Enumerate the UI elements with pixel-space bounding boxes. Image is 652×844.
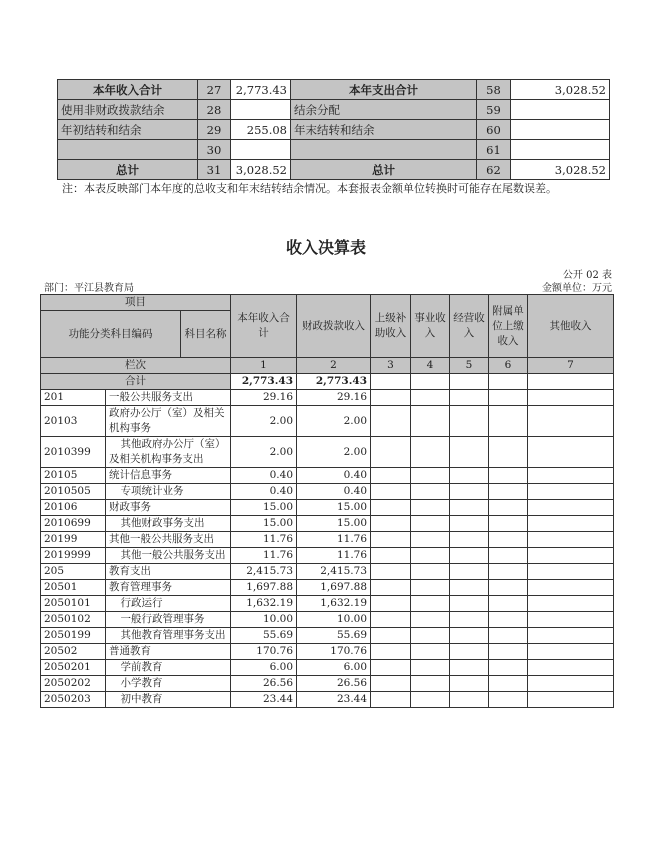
subject-code: 2050203 [41,692,106,708]
empty-cell [489,580,528,596]
subject-code: 20501 [41,580,106,596]
table-row [41,468,614,484]
summary-row [58,100,610,120]
empty-cell [411,692,450,708]
left-value [231,100,291,120]
empty-cell [450,564,489,580]
empty-cell [489,548,528,564]
total-value [528,374,614,390]
subject-name: 初中教育 [106,692,231,708]
subject-code: 20103 [41,406,106,437]
empty-cell [450,484,489,500]
empty-cell [371,406,411,437]
empty-cell [489,692,528,708]
empty-cell [450,516,489,532]
subject-code: 20106 [41,500,106,516]
table-row [41,660,614,676]
current-year-income: 2,415.73 [231,564,297,580]
left-line-number: 28 [198,100,231,120]
subject-name: 政府办公厅（室）及相关机构事务 [106,406,231,437]
table-row [41,406,614,437]
empty-cell [450,406,489,437]
empty-cell [411,500,450,516]
subject-code: 2050102 [41,612,106,628]
subject-name: 学前教育 [106,660,231,676]
empty-cell [371,516,411,532]
subject-code: 2010505 [41,484,106,500]
current-year-income: 15.00 [231,516,297,532]
total-value [450,374,489,390]
fiscal-allocation-income: 2.00 [297,437,371,468]
left-label: 年初结转和结余 [58,120,198,140]
header-c7: 其他收入 [528,295,614,358]
current-year-income: 11.76 [231,548,297,564]
right-line-number: 58 [477,80,511,100]
empty-cell [411,516,450,532]
right-line-number: 59 [477,100,511,120]
empty-cell [450,437,489,468]
empty-cell [528,516,614,532]
left-label: 总计 [58,160,198,180]
subject-name: 其他政府办公厅（室）及相关机构事务支出 [106,437,231,468]
fiscal-allocation-income: 55.69 [297,628,371,644]
empty-cell [371,692,411,708]
left-line-number: 31 [198,160,231,180]
header-code: 功能分类科目编码 [41,311,181,358]
left-label: 使用非财政拨款结余 [58,100,198,120]
empty-cell [450,548,489,564]
left-label: 本年收入合计 [58,80,198,100]
fiscal-allocation-income: 29.16 [297,390,371,406]
left-value: 3,028.52 [231,160,291,180]
empty-cell [528,644,614,660]
empty-cell [411,532,450,548]
subject-name: 教育管理事务 [106,580,231,596]
fiscal-allocation-income: 0.40 [297,484,371,500]
empty-cell [489,596,528,612]
table-row [41,500,614,516]
column-number: 2 [297,358,371,374]
empty-cell [450,612,489,628]
empty-cell [450,468,489,484]
empty-cell [411,390,450,406]
empty-cell [371,468,411,484]
empty-cell [411,484,450,500]
right-value: 3,028.52 [511,80,610,100]
right-value [511,100,610,120]
empty-cell [489,468,528,484]
empty-cell [411,548,450,564]
right-value: 3,028.52 [511,160,610,180]
empty-cell [371,564,411,580]
empty-cell [489,406,528,437]
empty-cell [411,644,450,660]
empty-cell [528,676,614,692]
subject-name: 一般行政管理事务 [106,612,231,628]
current-year-income: 6.00 [231,660,297,676]
empty-cell [528,564,614,580]
fiscal-allocation-income: 6.00 [297,660,371,676]
empty-cell [411,437,450,468]
table-row [41,644,614,660]
current-year-income: 26.56 [231,676,297,692]
fiscal-allocation-income: 2,415.73 [297,564,371,580]
current-year-income: 2.00 [231,437,297,468]
empty-cell [489,612,528,628]
subject-name: 小学教育 [106,676,231,692]
right-label: 结余分配 [291,100,477,120]
empty-cell [489,390,528,406]
column-number: 6 [489,358,528,374]
summary-row [58,160,610,180]
right-label: 总计 [291,160,477,180]
total-label: 合计 [41,374,231,390]
income-table [40,294,614,708]
column-number: 5 [450,358,489,374]
current-year-income: 1,632.19 [231,596,297,612]
current-year-income: 55.69 [231,628,297,644]
empty-cell [528,437,614,468]
unit-label: 金额单位：万元 [542,283,612,294]
fiscal-allocation-income: 1,697.88 [297,580,371,596]
table-row [41,612,614,628]
fiscal-allocation-income: 15.00 [297,516,371,532]
empty-cell [371,484,411,500]
fiscal-allocation-income: 0.40 [297,468,371,484]
empty-cell [489,437,528,468]
page-title: 收入决算表 [285,238,366,257]
table-row [41,564,614,580]
subject-name: 其他教育管理事务支出 [106,628,231,644]
total-value: 2,773.43 [297,374,371,390]
table-row [41,516,614,532]
subject-code: 2010699 [41,516,106,532]
empty-cell [528,548,614,564]
subject-name: 专项统计业务 [106,484,231,500]
summary-row [58,140,610,160]
empty-cell [489,500,528,516]
right-value [511,140,610,160]
subject-code: 20105 [41,468,106,484]
total-value [489,374,528,390]
subject-code: 2010399 [41,437,106,468]
empty-cell [528,484,614,500]
left-value: 2,773.43 [231,80,291,100]
empty-cell [528,468,614,484]
empty-cell [450,676,489,692]
empty-cell [489,644,528,660]
empty-cell [450,596,489,612]
left-line-number: 27 [198,80,231,100]
column-number: 7 [528,358,614,374]
current-year-income: 29.16 [231,390,297,406]
right-label [291,140,477,160]
table-row [41,596,614,612]
empty-cell [411,628,450,644]
column-number-label: 栏次 [41,358,231,374]
empty-cell [371,532,411,548]
current-year-income: 10.00 [231,612,297,628]
fiscal-allocation-income: 11.76 [297,548,371,564]
right-line-number: 60 [477,120,511,140]
empty-cell [450,500,489,516]
column-number: 4 [411,358,450,374]
empty-cell [411,676,450,692]
total-value: 2,773.43 [231,374,297,390]
subject-code: 205 [41,564,106,580]
summary-table [57,79,610,180]
subject-name: 其他一般公共服务支出 [106,532,231,548]
fiscal-allocation-income: 10.00 [297,612,371,628]
subject-code: 20502 [41,644,106,660]
empty-cell [528,692,614,708]
empty-cell [371,580,411,596]
empty-cell [489,516,528,532]
subject-name: 统计信息事务 [106,468,231,484]
empty-cell [411,406,450,437]
right-line-number: 62 [477,160,511,180]
current-year-income: 2.00 [231,406,297,437]
table-row [41,437,614,468]
empty-cell [489,532,528,548]
subject-code: 2050101 [41,596,106,612]
subject-name: 其他一般公共服务支出 [106,548,231,564]
subject-name: 一般公共服务支出 [106,390,231,406]
subject-name: 普通教育 [106,644,231,660]
table-row [41,548,614,564]
left-line-number: 30 [198,140,231,160]
empty-cell [411,660,450,676]
department-label: 部门：平江县教育局 [44,283,134,294]
table-row [41,580,614,596]
current-year-income: 23.44 [231,692,297,708]
fiscal-allocation-income: 26.56 [297,676,371,692]
empty-cell [528,532,614,548]
current-year-income: 11.76 [231,532,297,548]
current-year-income: 0.40 [231,484,297,500]
empty-cell [371,596,411,612]
fiscal-allocation-income: 15.00 [297,500,371,516]
table-row [41,532,614,548]
empty-cell [450,580,489,596]
current-year-income: 1,697.88 [231,580,297,596]
empty-cell [489,484,528,500]
header-c5: 经营收入 [450,295,489,358]
fiscal-allocation-income: 2.00 [297,406,371,437]
column-number: 3 [371,358,411,374]
left-line-number: 29 [198,120,231,140]
header-item: 项目 [41,295,231,311]
empty-cell [411,564,450,580]
fiscal-allocation-income: 23.44 [297,692,371,708]
empty-cell [528,612,614,628]
empty-cell [528,390,614,406]
empty-cell [371,437,411,468]
left-value: 255.08 [231,120,291,140]
empty-cell [528,406,614,437]
empty-cell [528,628,614,644]
subject-code: 20199 [41,532,106,548]
header-c4: 事业收入 [411,295,450,358]
empty-cell [371,644,411,660]
header-name: 科目名称 [181,311,231,358]
header-c1: 本年收入合计 [231,295,297,358]
current-year-income: 0.40 [231,468,297,484]
empty-cell [450,390,489,406]
empty-cell [371,390,411,406]
subject-name: 其他财政事务支出 [106,516,231,532]
table-row [41,692,614,708]
empty-cell [411,596,450,612]
empty-cell [371,500,411,516]
empty-cell [528,596,614,612]
header-c2: 财政拨款收入 [297,295,371,358]
empty-cell [450,628,489,644]
empty-cell [411,580,450,596]
fiscal-allocation-income: 11.76 [297,532,371,548]
total-value [371,374,411,390]
empty-cell [450,660,489,676]
summary-row [58,120,610,140]
empty-cell [450,532,489,548]
table-row [41,628,614,644]
subject-code: 2019999 [41,548,106,564]
column-number: 1 [231,358,297,374]
subject-code: 2050201 [41,660,106,676]
table-row [41,390,614,406]
empty-cell [528,500,614,516]
subject-name: 教育支出 [106,564,231,580]
total-value [411,374,450,390]
subject-name: 行政运行 [106,596,231,612]
current-year-income: 170.76 [231,644,297,660]
subject-code: 201 [41,390,106,406]
empty-cell [528,660,614,676]
table-row [41,676,614,692]
empty-cell [411,468,450,484]
empty-cell [371,612,411,628]
right-label: 本年支出合计 [291,80,477,100]
empty-cell [411,612,450,628]
empty-cell [371,628,411,644]
empty-cell [528,580,614,596]
empty-cell [489,660,528,676]
subject-code: 2050202 [41,676,106,692]
summary-note: 注：本表反映部门本年度的总收支和年末结转结余情况。本套报表金额单位转换时可能存在尾数误差。 [62,182,557,195]
empty-cell [450,644,489,660]
right-line-number: 61 [477,140,511,160]
current-year-income: 15.00 [231,500,297,516]
empty-cell [489,628,528,644]
right-label: 年末结转和结余 [291,120,477,140]
right-value [511,120,610,140]
empty-cell [450,692,489,708]
empty-cell [371,660,411,676]
subject-code: 2050199 [41,628,106,644]
subject-name: 财政事务 [106,500,231,516]
table-row [41,484,614,500]
empty-cell [489,564,528,580]
empty-cell [489,676,528,692]
summary-row [58,80,610,100]
header-c6: 附属单位上缴收入 [489,295,528,358]
fiscal-allocation-income: 1,632.19 [297,596,371,612]
left-value [231,140,291,160]
empty-cell [371,676,411,692]
fiscal-allocation-income: 170.76 [297,644,371,660]
header-c3: 上级补助收入 [371,295,411,358]
empty-cell [371,548,411,564]
form-number: 公开 02 表 [562,270,612,281]
left-label [58,140,198,160]
